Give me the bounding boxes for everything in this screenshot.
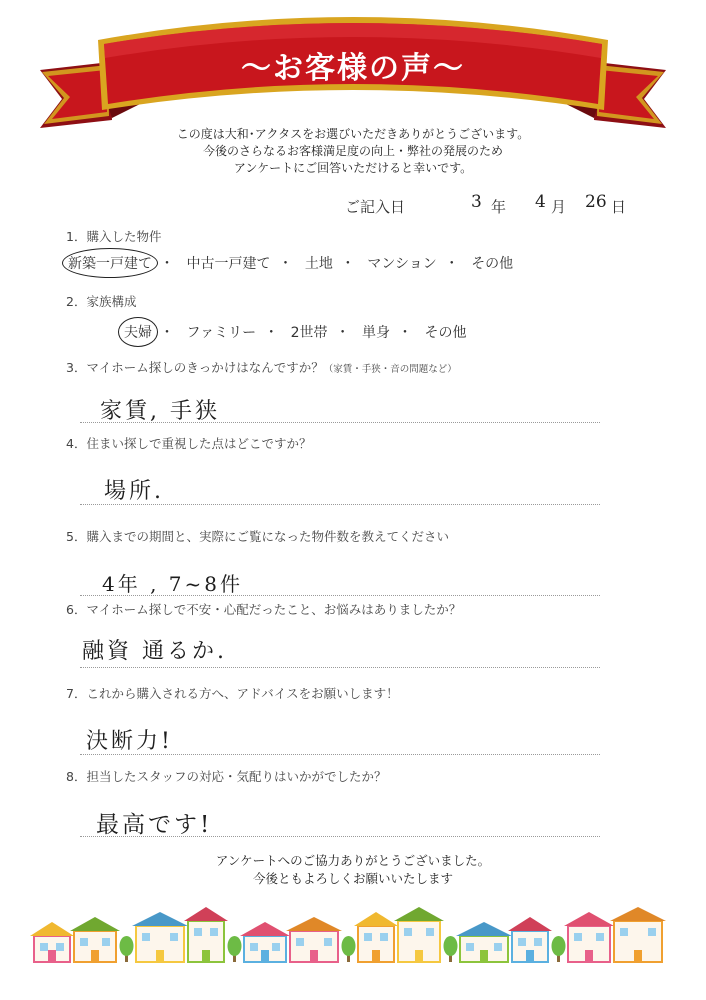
closing-text bbox=[0, 852, 706, 888]
house-icon bbox=[508, 917, 552, 962]
tree-icon bbox=[120, 936, 134, 962]
answer-5: 4年 , 7~8件 bbox=[102, 572, 244, 596]
tree-icon bbox=[444, 936, 458, 962]
date-label: ご記入日 bbox=[345, 198, 406, 216]
question-5: 5．購入までの期間と、実際にご覧になった物件数を教えてください bbox=[66, 529, 449, 544]
question-3 bbox=[66, 358, 457, 376]
house-icon bbox=[394, 907, 444, 962]
answer-line bbox=[80, 836, 600, 837]
answer-8: 最高です! bbox=[96, 812, 213, 838]
house-icon bbox=[132, 912, 188, 962]
tree-icon bbox=[342, 936, 356, 962]
house-icon bbox=[564, 912, 614, 962]
option-new-house[interactable]: 新築一戸建て bbox=[68, 253, 152, 273]
intro-line: アンケートにご回答いただけると幸いです。 bbox=[233, 161, 473, 175]
option-family[interactable]: ファミリー bbox=[186, 325, 257, 341]
tree-icon bbox=[228, 936, 242, 962]
option-used-house[interactable]: 中古一戸建て bbox=[186, 256, 271, 272]
question-note: （家賃・手狭・音の問題など） bbox=[323, 364, 457, 375]
date-year: 3 bbox=[471, 192, 482, 212]
intro-line: この度は大和･アクタスをお選びいただきありがとうございます。 bbox=[176, 127, 530, 141]
option-other[interactable]: その他 bbox=[424, 325, 467, 341]
question-2: 2．家族構成 bbox=[66, 294, 137, 309]
answer-4: 場所. bbox=[104, 479, 164, 504]
intro-text bbox=[0, 126, 706, 177]
page-title: ～お客様の声～ bbox=[241, 51, 465, 86]
question-4: 4．住まい探しで重視した点はどこですか？ bbox=[66, 436, 312, 451]
date-day: 26 bbox=[585, 192, 607, 212]
house-icon bbox=[240, 922, 290, 962]
tree-icon bbox=[552, 936, 566, 962]
question-1: 1．購入した物件 bbox=[66, 229, 162, 244]
intro-line: 今後のさらなるお客様満足度の向上・弊社の発展のため bbox=[202, 144, 503, 158]
family-options: 夫婦 ・ ファミリー ・ 2世帯 ・ 単身 ・ その他 bbox=[124, 322, 466, 342]
answer-line bbox=[80, 667, 600, 668]
answer-3: 家賃, 手狭 bbox=[100, 399, 220, 424]
option-couple[interactable]: 夫婦 bbox=[124, 322, 152, 342]
house-icon bbox=[30, 922, 74, 962]
date-year-unit: 年 bbox=[491, 198, 507, 216]
house-icon bbox=[610, 907, 666, 962]
house-icon bbox=[286, 917, 342, 962]
answer-7: 決断力! bbox=[86, 729, 173, 754]
question-8: 8．担当したスタッフの対応・気配りはいかがでしたか？ bbox=[66, 769, 387, 784]
question-7: 7．これから購入される方へ、アドバイスをお願いします！ bbox=[66, 686, 399, 701]
date-month: 4 bbox=[535, 192, 546, 212]
question-6: 6．マイホーム探しで不安・心配だったこと、お悩みはありましたか？ bbox=[66, 602, 462, 617]
answer-6: 融資 通るか. bbox=[82, 639, 227, 664]
answer-line bbox=[80, 595, 600, 596]
title-ribbon bbox=[0, 0, 706, 130]
house-icon bbox=[456, 922, 512, 962]
house-icon bbox=[184, 907, 228, 962]
date-month-unit: 月 bbox=[551, 198, 567, 216]
option-land[interactable]: 土地 bbox=[304, 256, 333, 272]
option-condo[interactable]: マンション bbox=[367, 256, 437, 272]
option-single[interactable]: 単身 bbox=[362, 325, 391, 341]
house-icon bbox=[70, 917, 120, 962]
closing-line: アンケートへのご協力ありがとうございました。 bbox=[215, 853, 491, 868]
question-text: 3．マイホーム探しのきっかけはなんですか？ bbox=[66, 360, 324, 375]
houses-illustration bbox=[0, 900, 706, 964]
option-other[interactable]: その他 bbox=[471, 256, 514, 272]
property-type-options: 新築一戸建て ・ 中古一戸建て ・ 土地 ・ マンション ・ その他 bbox=[68, 253, 513, 273]
date-day-unit: 日 bbox=[611, 198, 627, 216]
answer-line bbox=[80, 504, 600, 505]
answer-line bbox=[80, 422, 600, 423]
house-icon bbox=[354, 912, 398, 962]
closing-line: 今後ともよろしくお願いいたします bbox=[252, 871, 453, 886]
answer-line bbox=[80, 754, 600, 755]
option-two-generation[interactable]: 2世帯 bbox=[290, 325, 328, 341]
